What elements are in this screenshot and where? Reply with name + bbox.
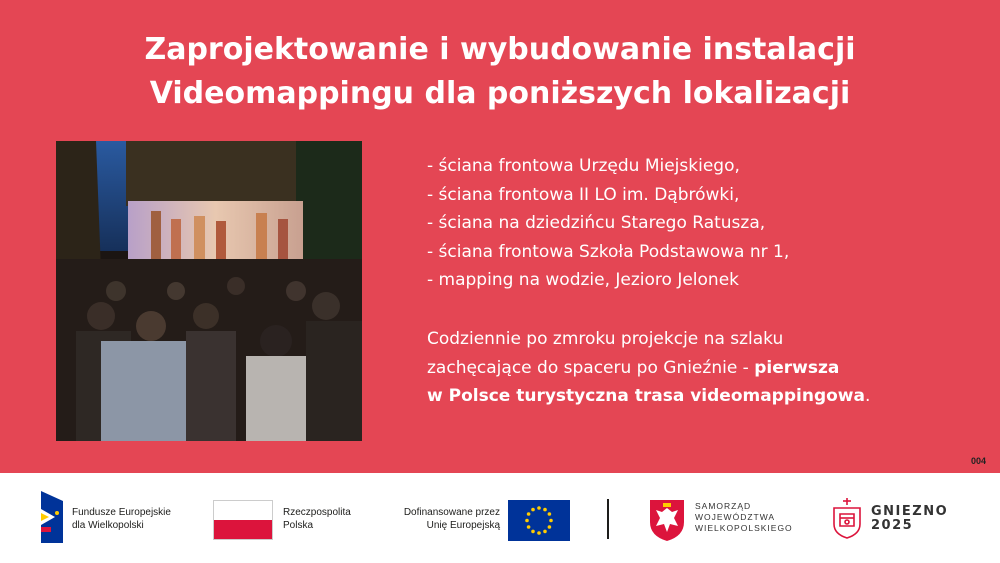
description-highlight: pierwsza — [754, 357, 840, 378]
description-line-2 — [427, 354, 870, 383]
slide-title-line-1: Zaprojektowanie i wybudowanie instalacji — [144, 32, 856, 67]
location-item: - mapping na wodzie, Jezioro Jelonek — [427, 270, 740, 290]
location-item: - ściana na dziedzińcu Starego Ratusza, — [427, 213, 766, 233]
gniezno-crest-icon — [830, 496, 864, 540]
gniezno-2025-label — [871, 505, 948, 533]
wielkopolska-line-2: WOJEWÓDZTWA — [695, 512, 776, 522]
rzeczpospolita-line-1: Rzeczpospolita — [283, 507, 351, 518]
description-line-1: Codziennie po zmroku projekcje na szlaku — [427, 329, 784, 349]
eu-funding-label — [388, 506, 500, 532]
location-list — [427, 152, 789, 295]
rzeczpospolita-line-2: Polska — [283, 520, 314, 531]
wielkopolska-line-1: SAMORZĄD — [695, 501, 752, 511]
gniezno-line-2: 2025 — [871, 518, 914, 533]
page-number: 004 — [970, 456, 986, 466]
eu-funding-line-2: Unię Europejską — [426, 520, 500, 531]
wielkopolska-line-3: WIELKOPOLSKIEGO — [695, 523, 793, 533]
description-text: . — [864, 386, 871, 406]
gniezno-line-1: GNIEZNO — [871, 504, 949, 519]
eu-flag-icon — [508, 500, 570, 541]
fundusze-europejskie-line-2: dla Wielkopolski — [72, 520, 144, 531]
wielkopolska-label — [695, 501, 793, 534]
videomapping-crowd-image — [56, 141, 362, 441]
description-line-3 — [427, 382, 870, 411]
slide-title-line-2: Videomappingu dla poniższych lokalizacji — [149, 76, 851, 111]
description-paragraph — [427, 325, 870, 411]
location-item: - ściana frontowa II LO im. Dąbrówki, — [427, 184, 740, 205]
wielkopolska-coat-of-arms-icon — [648, 498, 686, 542]
location-item: - ściana frontowa Szkoła Podstawowa nr 1, — [427, 241, 790, 262]
rzeczpospolita-label — [283, 506, 351, 532]
poland-flag-icon — [213, 500, 273, 540]
fundusze-europejskie-logo-icon — [37, 491, 67, 543]
slide-title — [0, 28, 1000, 116]
videomapping-photo — [56, 141, 362, 441]
fundusze-europejskie-line-1: Fundusze Europejskie — [72, 507, 171, 518]
description-text: zachęcające do spaceru po Gnieźnie - — [427, 357, 755, 378]
eu-funding-line-1: Dofinansowane przez — [403, 507, 500, 518]
footer-separator — [607, 499, 609, 539]
location-item: - ściana frontowa Urzędu Miejskiego, — [427, 156, 740, 176]
description-highlight: w Polsce turystyczna trasa videomappingowa — [427, 386, 865, 406]
fundusze-europejskie-label — [72, 506, 171, 532]
